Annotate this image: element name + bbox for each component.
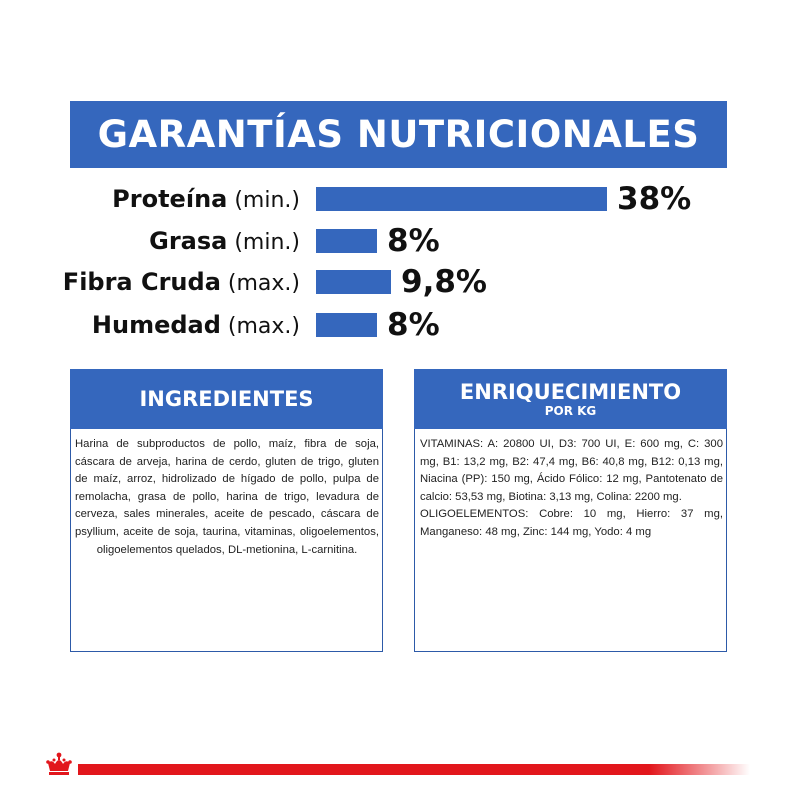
nutrient-row-moisture [0, 308, 800, 342]
nutrition-title: GARANTÍAS NUTRICIONALES [97, 113, 700, 156]
nutrient-qualifier: (min.) [234, 188, 300, 213]
nutrient-bar [316, 313, 377, 337]
nutrient-value: 9,8% [401, 264, 487, 300]
enrichment-title: ENRIQUECIMIENTO [459, 380, 682, 404]
nutrient-bar [316, 229, 377, 253]
nutrient-bar [316, 270, 391, 294]
ingredients-header [70, 369, 383, 429]
crown-icon [44, 751, 74, 777]
enrichment-subtitle: POR KG [544, 404, 597, 418]
nutrient-bar [316, 187, 607, 211]
nutrient-label [92, 308, 300, 342]
nutrient-qualifier: (max.) [227, 314, 300, 339]
nutrient-name: Grasa [149, 227, 228, 255]
nutrient-value: 8% [387, 307, 440, 343]
nutrient-row-fiber [0, 265, 800, 299]
nutrient-value: 8% [387, 223, 440, 259]
nutrient-name: Proteína [112, 185, 228, 213]
nutrient-qualifier: (max.) [227, 271, 300, 296]
nutrient-name: Fibra Cruda [62, 268, 221, 296]
footer-red-line [78, 764, 750, 775]
enrichment-panel [414, 429, 727, 652]
nutrition-banner [70, 101, 727, 168]
nutrient-qualifier: (min.) [234, 230, 300, 255]
nutrient-name: Humedad [91, 311, 221, 339]
enrichment-header [414, 369, 727, 429]
vitamins-text: VITAMINAS: A: 20800 UI, D3: 700 UI, E: 600 mg, C: 300 mg, B1: 13,2 mg, B2: 47,4 mg, B6: 40,8 mg, B12: 0,13 mg, Niacina (PP): 150 mg, Ácido Fólico: 12 mg, Pantotenato de calcio: 53,53 mg, Biotina: 3,13 mg, Colina: 2200 mg. [420, 438, 723, 503]
nutrient-row-fat [0, 224, 800, 258]
nutrient-label [63, 265, 300, 299]
nutrient-row-protein [0, 182, 800, 216]
nutrient-label [149, 224, 300, 258]
trace-elements-text: OLIGOELEMENTOS: Cobre: 10 mg, Hierro: 37 mg, Manganeso: 48 mg, Zinc: 144 mg, Yodo: 4 mg [420, 508, 723, 538]
ingredients-text: Harina de subproductos de pollo, maíz, fibra de soja, cáscara de arveja, harina de cerdo, gluten de trigo, gluten de maíz, arroz, hidrolizado de hígado de pollo, pulpa de remolacha, grasa de pollo, harina de trigo, levadura de cerveza, sales minerales, aceite de pescado, cáscara de psyllium, aceite de soja, taurina, vitaminas, oligoelementos, oligoelementos quelados, DL-metionina, L-carnitina. [75, 438, 379, 556]
nutrient-label [112, 182, 300, 216]
nutrient-value: 38% [617, 181, 692, 217]
ingredients-title: INGREDIENTES [139, 387, 314, 411]
ingredients-panel [70, 429, 383, 652]
